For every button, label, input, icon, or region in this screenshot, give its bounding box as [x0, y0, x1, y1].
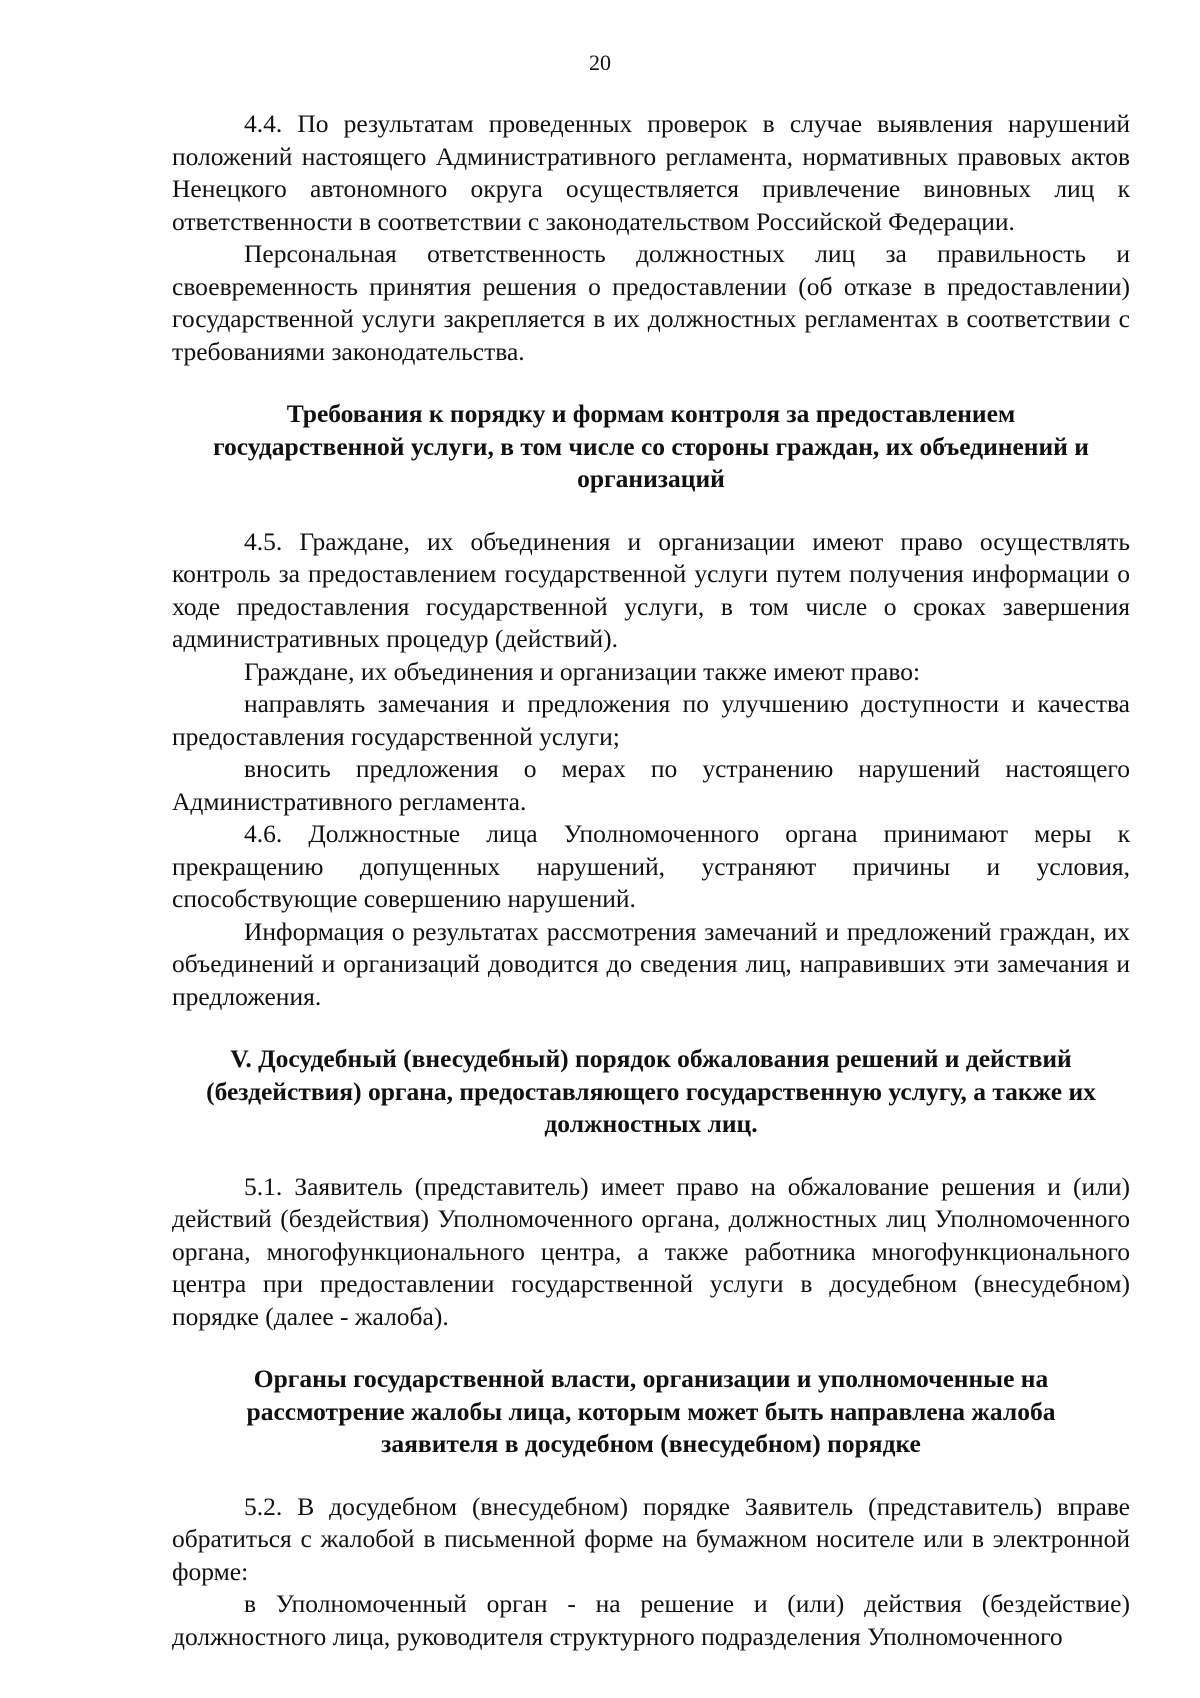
paragraph-5-1: 5.1. Заявитель (представитель) имеет право на обжалование решения и (или) действий (бездействия) Уполномоченного органа, должностных лиц Уполномоченного органа, многофункционального центра, а также работника многофункционального центра при предоставлении государственной услуги в досудебном (внесудебном) порядке (далее - жалоба).: [172, 1171, 1130, 1331]
paragraph-make-proposals: вносить предложения о мерах по устранению нарушений настоящего Административного регламента.: [172, 754, 1130, 816]
paragraph-authorized-body: в Уполномоченный орган - на решение и (или) действия (бездействие) должностного лица, руководителя структурного подразделения Уполномоченного: [172, 1589, 1130, 1651]
paragraph-results-information: Информация о результатах рассмотрения замечаний и предложений граждан, их объединений и организаций доводится до сведения лиц, направивших эти замечания и предложения.: [172, 916, 1130, 1011]
heading-complaint-authorities: Органы государственной власти, организации и уполномоченные на рассмотрение жалобы лица, которым может быть направлена жалоба заявителя в досудебном (внесудебном) порядке: [246, 1364, 1056, 1458]
paragraph-4-4: 4.4. По результатам проведенных проверок в случае выявления нарушений положений настоящего Административного регламента, нормативных правовых актов Ненецкого автономного округа осуществляется привлечение виновных лиц к ответственности в соответствии с законодательством Российской Федерации.: [172, 109, 1130, 236]
paragraph-citizens-rights: Граждане, их объединения и организации также имеют право:: [244, 656, 921, 686]
paragraph-send-remarks: направлять замечания и предложения по улучшению доступности и качества предоставления государственной услуги;: [172, 689, 1130, 751]
paragraph-4-5: 4.5. Граждане, их объединения и организации имеют право осуществлять контроль за предоставлением государственной услуги путем получения информации о ходе предоставления государственной услуги, в том числе о сроках завершения административных процедур (действий).: [172, 526, 1130, 653]
document-body: [172, 108, 1130, 1653]
heading-section-v: V. Досудебный (внесудебный) порядок обжалования решений и действий (бездействия) органа, предоставляющего государственную услугу, а также их должностных лиц.: [206, 1044, 1096, 1138]
paragraph-4-6: 4.6. Должностные лица Уполномоченного органа принимают меры к прекращению допущенных нарушений, устраняют причины и условия, способствующие совершению нарушений.: [172, 819, 1130, 913]
page-number: 20: [589, 50, 611, 75]
paragraph-personal-responsibility: Персональная ответственность должностных лиц за правильность и своевременность принятия решения о предоставлении (об отказе в предоставлении) государственной услуги закрепляется в их должностных регламентах в соответствии с требованиями законодательства.: [172, 239, 1130, 366]
paragraph-5-2: 5.2. В досудебном (внесудебном) порядке Заявитель (представитель) вправе обратиться с жалобой в письменной форме на бумажном носителе или в электронной форме:: [172, 1491, 1130, 1586]
heading-control-requirements: Требования к порядку и формам контроля за предоставлением государственной услуги, в том числе со стороны граждан, их объединений и организаций: [213, 399, 1089, 493]
